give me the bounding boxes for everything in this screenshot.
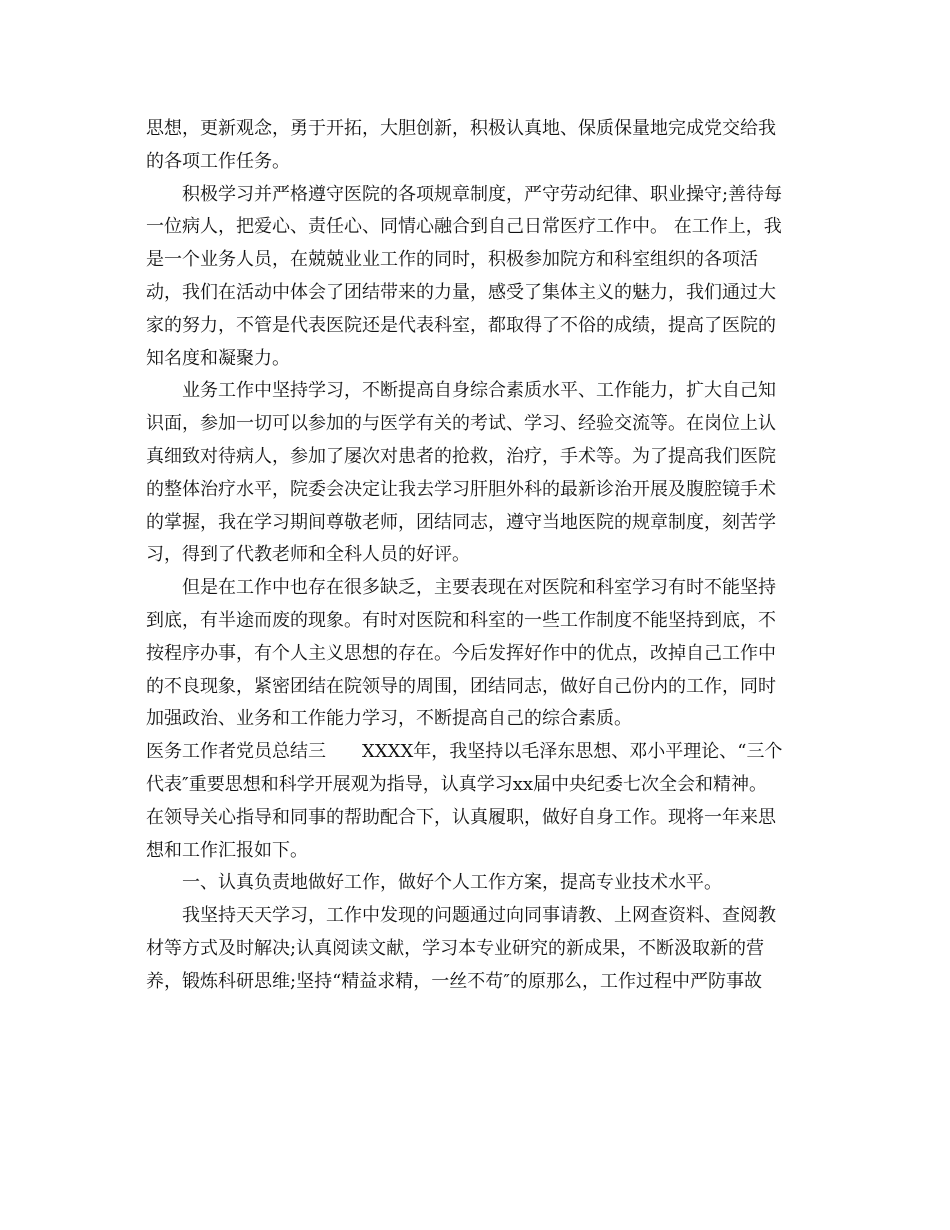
text-line: 的掌握，我在学习期间尊敬老师，团结同志，遵守当地医院的规章制度，刻苦学 [146,511,776,533]
text-line: 按程序办事，有个人主义思想的存在。今后发挥好作中的优点，改掉自己工作中 [146,642,776,664]
text-line: 但是在工作中也存在很多缺乏，主要表现在对医院和科室学习有时不能坚持 [182,577,776,599]
text-line: 到底，有半途而废的现象。有时对医院和科室的一些工作制度不能坚持到底，不 [146,609,776,631]
text-line: 的整体治疗水平，院委会决定让我去学习肝胆外科的最新诊治开展及腹腔镜手术 [146,478,776,500]
text-line: 业务工作中坚持学习，不断提高自身综合素质水平、工作能力，扩大自己知 [182,380,776,402]
text-line: 知名度和凝聚力。 [146,347,290,369]
text-line: 加强政治、业务和工作能力学习，不断提高自己的综合素质。 [146,708,632,730]
text-line: 家的努力，不管是代表医院还是代表科室，都取得了不俗的成绩，提高了医院的 [146,314,776,336]
section-heading: 医务工作者党员总结三 [146,741,326,763]
text-line: 的不良现象，紧密团结在院领导的周围，团结同志，做好自己份内的工作，同时 [146,675,776,697]
paragraph-4 [146,572,806,736]
text-line: 思想，更新观念，勇于开拓，大胆创新，积极认真地、保质保量地完成党交给我 [146,118,776,139]
paragraph-3 [146,375,806,572]
text-line: 积极学习并严格遵守医院的各项规章制度，严守劳动纪律、职业操守;善待每 [182,183,783,205]
text-line: 动，我们在活动中体会了团结带来的力量，感受了集体主义的魅力，我们通过大 [146,281,776,303]
section-3-first-line [146,736,806,769]
paragraph-6 [146,867,806,900]
text-line: 想和工作汇报如下。 [146,839,308,861]
text-line: 的各项工作任务。 [146,150,290,172]
text-line: 识面，参加一切可以参加的与医学有关的考试、学习、经验交流等。在岗位上认 [146,413,776,435]
section-3 [146,736,806,867]
text-line: 一、认真负责地做好工作，做好个人工作方案，提高专业技术水平。 [182,872,722,894]
text-line: 一位病人，把爱心、责任心、同情心融合到自己日常医疗工作中。 在工作上，我 [146,216,782,238]
text-line: 是一个业务人员，在兢兢业业工作的同时，积极参加院方和科室组织的各项活 [146,249,758,271]
text-line: 习，得到了代教老师和全科人员的好评。 [146,544,470,566]
section-intro-text: XXXX年，我坚持以毛泽东思想、邓小平理论、“三个 [362,741,783,763]
text-line: 真细致对待病人，参加了屡次对患者的抢救，治疗，手术等。为了提高我们医院 [146,445,776,467]
text-line: 在领导关心指导和同事的帮助配合下，认真履职，做好自身工作。现将一年来思 [146,806,776,828]
paragraph-1 [146,113,806,179]
text-line: 材等方式及时解决;认真阅读文献，学习本专业研究的新成果，不断汲取新的营 [146,937,765,959]
document-body [146,113,806,999]
text-line: 养，锻炼科研思维;坚持“精益求精，一丝不苟″的原那么，工作过程中严防事故 [146,970,762,992]
text-line: 我坚持天天学习，工作中发现的问题通过向同事请教、上网查资料、查阅教 [182,905,776,927]
paragraph-2 [146,179,806,376]
paragraph-7 [146,900,806,998]
text-line: 代表″重要思想和科学开展观为指导，认真学习xx届中央纪委七次全会和精神。 [146,773,768,795]
